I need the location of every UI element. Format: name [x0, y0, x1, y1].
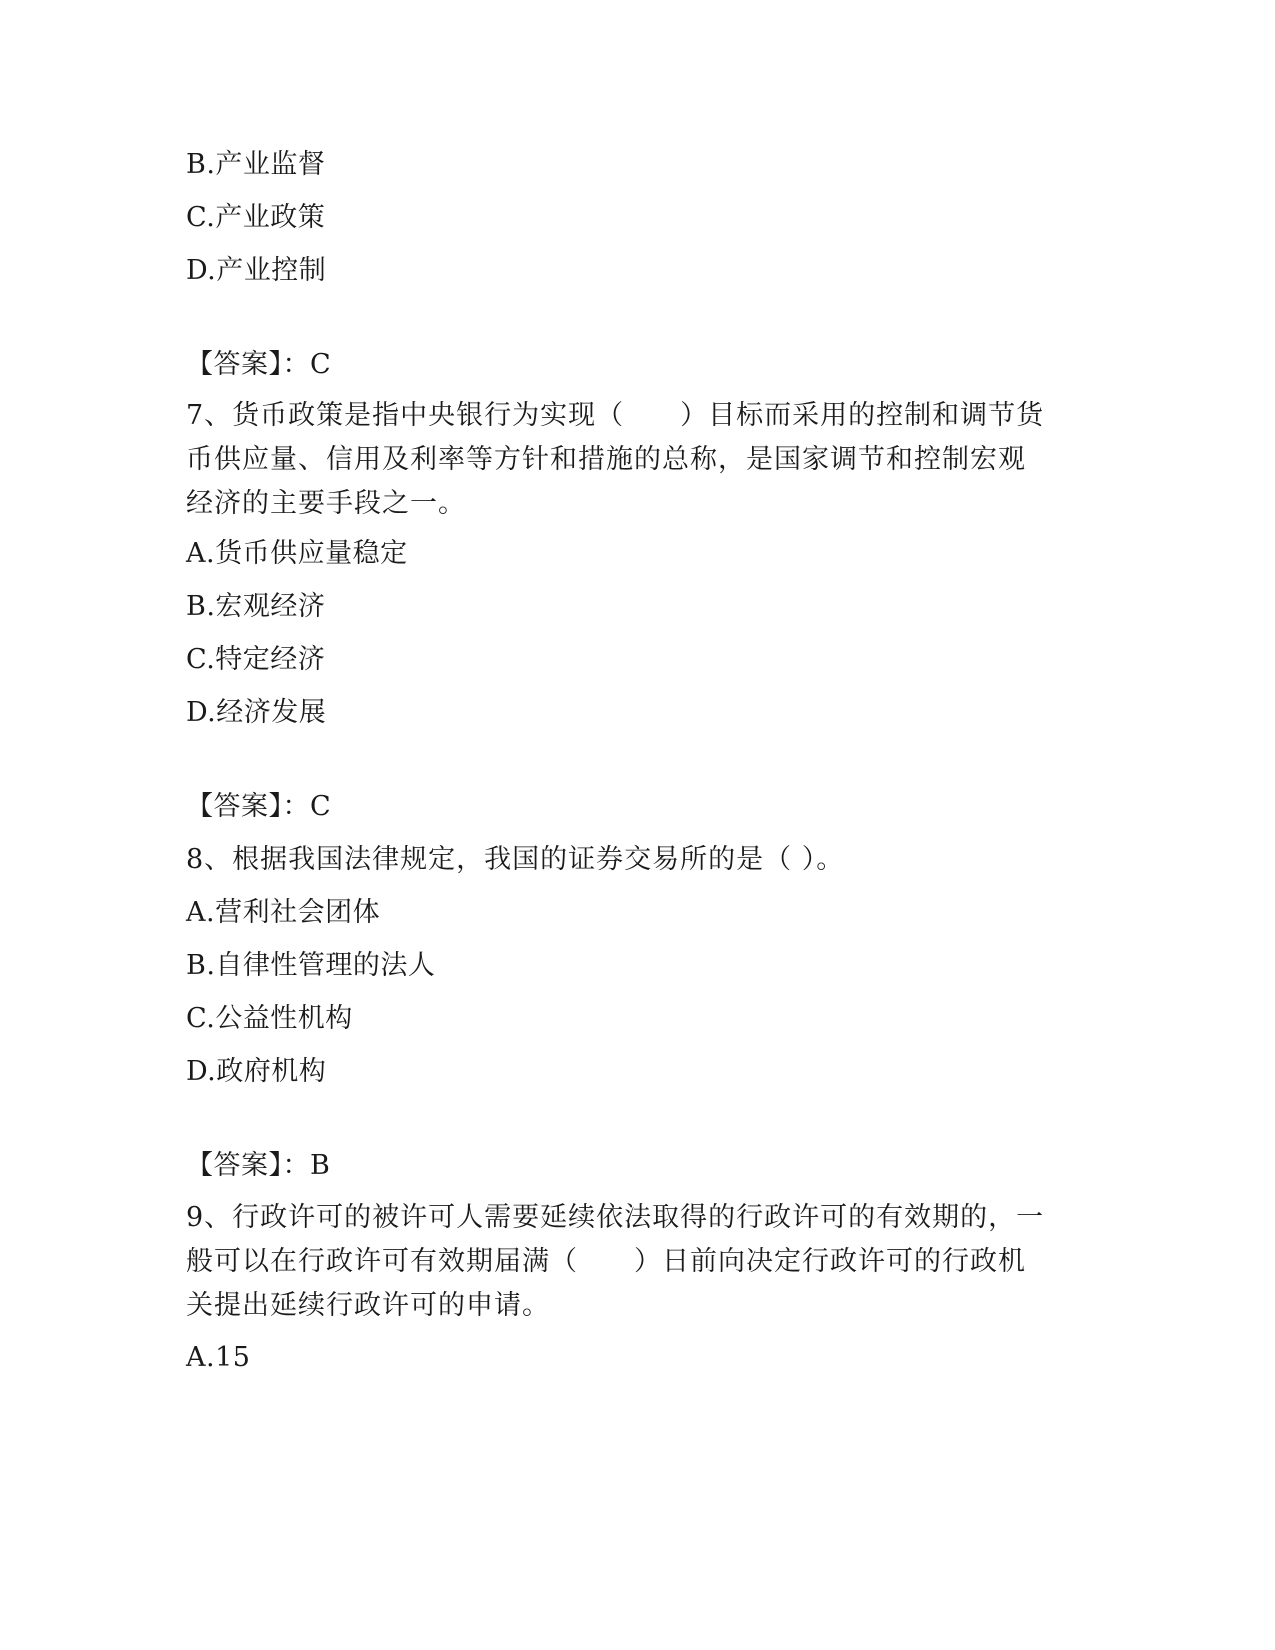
question-8-option-b: B.自律性管理的法人: [186, 950, 436, 981]
question-8-answer: 【答案】：B: [186, 1150, 331, 1181]
question-7-option-a: A.货币供应量稳定: [186, 538, 408, 569]
question-8-option-a: A.营利社会团体: [186, 897, 381, 928]
question-7-option-b: B.宏观经济: [186, 591, 326, 622]
question-7-stem-line: 币供应量、信用及利率等方针和措施的总称，是国家调节和控制宏观: [186, 444, 1026, 475]
option-c: C.产业政策: [186, 202, 326, 233]
question-9-stem-line: 9、行政许可的被许可人需要延续依法取得的行政许可的有效期的，一: [186, 1202, 1045, 1233]
question-9-stem-line: 关提出延续行政许可的申请。: [186, 1290, 550, 1321]
question-9-option-a: A.15: [186, 1342, 251, 1373]
question-7-stem: [186, 394, 1066, 526]
question-7-stem-line: 经济的主要手段之一。: [186, 488, 466, 519]
question-7-answer: 【答案】：C: [186, 791, 332, 822]
answer-line: 【答案】：C: [186, 349, 332, 380]
question-7-stem-line: 7、货币政策是指中央银行为实现（ ）目标而采用的控制和调节货: [186, 400, 1045, 431]
question-8-option-d: D.政府机构: [186, 1056, 327, 1087]
option-b: B.产业监督: [186, 149, 326, 180]
question-7-option-c: C.特定经济: [186, 644, 326, 675]
question-9-stem: [186, 1196, 1066, 1328]
option-d: D.产业控制: [186, 255, 327, 286]
question-7-option-d: D.经济发展: [186, 697, 327, 728]
question-8-option-c: C.公益性机构: [186, 1003, 353, 1034]
question-9-stem-line: 般可以在行政许可有效期届满（ ）日前向决定行政许可的行政机: [186, 1246, 1026, 1277]
question-8-stem-line: 8、根据我国法律规定，我国的证券交易所的是（ ）。: [186, 844, 845, 875]
question-8-stem: [186, 838, 1066, 882]
